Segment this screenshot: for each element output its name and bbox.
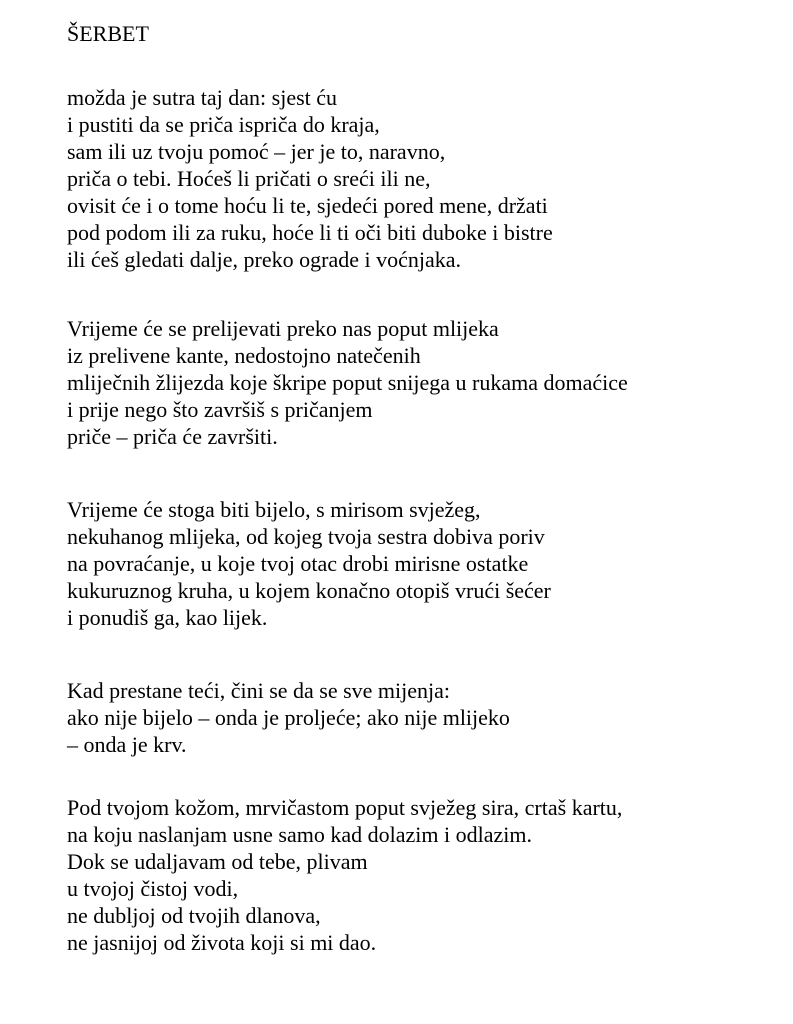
poem-line: i prije nego što završiš s pričanjem: [67, 397, 373, 422]
poem-line: Pod tvojom kožom, mrvičastom poput svježeg sira, crtaš kartu,: [67, 795, 623, 820]
poem-line: ili ćeš gledati dalje, preko ograde i voćnjaka.: [67, 247, 462, 272]
poem-line: pod podom ili za ruku, hoće li ti oči biti duboke i bistre: [67, 220, 553, 245]
poem-line: i pustiti da se priča ispriča do kraja,: [67, 112, 380, 137]
stanza-5: [67, 794, 622, 956]
poem-line: možda je sutra taj dan: sjest ću: [67, 85, 338, 110]
stanza-2: [67, 315, 628, 450]
poem-line: mliječnih žlijezda koje škripe poput snijega u rukama domaćice: [67, 370, 628, 395]
poem-line: iz prelivene kante, nedostojno natečenih: [67, 343, 421, 368]
poem-line: u tvojoj čistoj vodi,: [67, 876, 239, 901]
poem-line: Vrijeme će se prelijevati preko nas poput mlijeka: [67, 316, 499, 341]
poem-title: ŠERBET: [67, 21, 149, 46]
poem-line: kukuruznog kruha, u kojem konačno otopiš vrući šećer: [67, 578, 551, 603]
poem-line: Dok se udaljavam od tebe, plivam: [67, 849, 368, 874]
stanza-4: [67, 677, 510, 758]
poem-line: priče – priča će završiti.: [67, 424, 278, 449]
poem-line: na povraćanje, u koje tvoj otac drobi mirisne ostatke: [67, 551, 529, 576]
poem-line: sam ili uz tvoju pomoć – jer je to, naravno,: [67, 139, 446, 164]
poem-line: i ponudiš ga, kao lijek.: [67, 605, 268, 630]
poem-line: priča o tebi. Hoćeš li pričati o sreći ili ne,: [67, 166, 431, 191]
poem-line: Kad prestane teći, čini se da se sve mijenja:: [67, 678, 451, 703]
stanza-3: [67, 496, 551, 631]
poem-line: ne jasnijoj od života koji si mi dao.: [67, 930, 377, 955]
stanza-1: [67, 84, 553, 273]
poem-line: na koju naslanjam usne samo kad dolazim i odlazim.: [67, 822, 532, 847]
poem-line: ne dubljoj od tvojih dlanova,: [67, 903, 321, 928]
poem-line: ako nije bijelo – onda je proljeće; ako nije mlijeko: [67, 705, 510, 730]
poem-line: nekuhanog mlijeka, od kojeg tvoja sestra dobiva poriv: [67, 524, 545, 549]
poem-line: – onda je krv.: [67, 732, 187, 757]
poem-line: Vrijeme će stoga biti bijelo, s mirisom svježeg,: [67, 497, 481, 522]
poem-line: ovisit će i o tome hoću li te, sjedeći pored mene, držati: [67, 193, 548, 218]
